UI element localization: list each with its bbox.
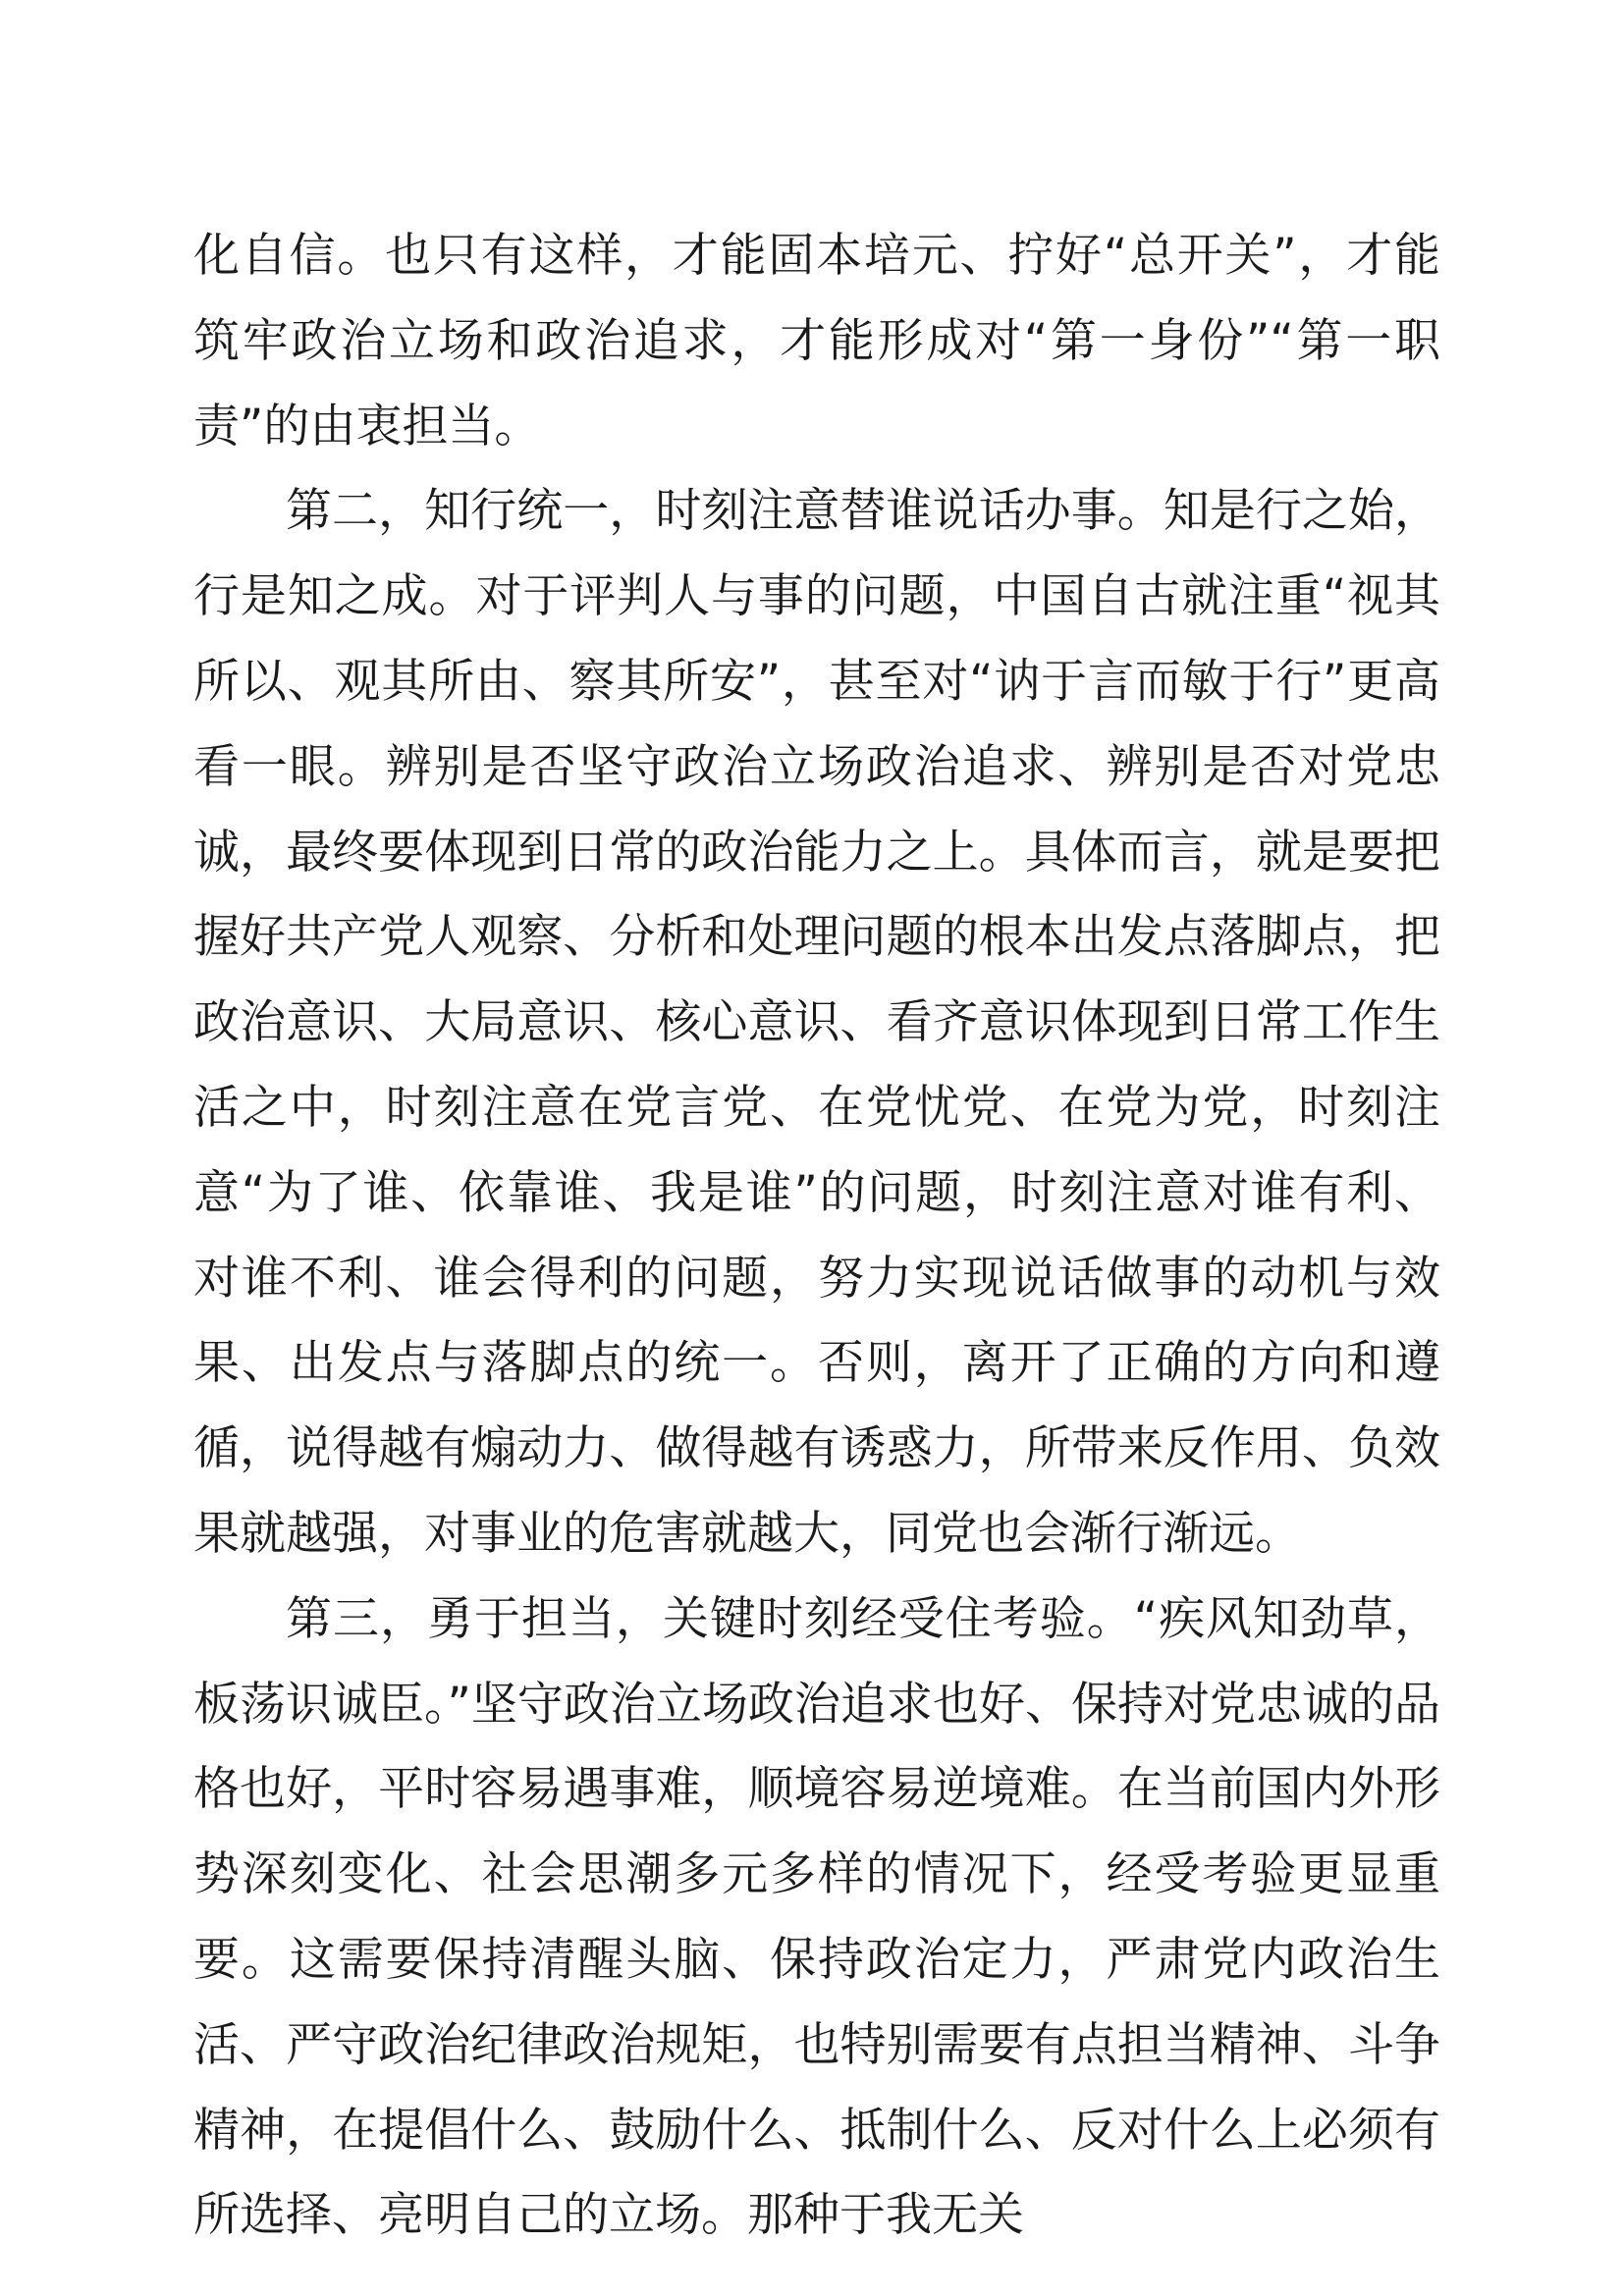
- paragraph-third-point: 第三，勇于担当，关键时刻经受住考验。“疾风知劲草，板荡识诚臣。”坚守政治立场政治追求也好、保持对党忠诚的品格也好，平时容易遇事难，顺境容易逆境难。在当前国内外形势深刻变化、社会思潮多元多样的情况下，经受考验更显重要。这需要保持清醒头脑、保持政治定力，严肃党内政治生活、严守政治纪律政治规矩，也特别需要有点担当精神、斗争精神，在提倡什么、鼓励什么、抵制什么、反对什么上必须有所选择、亮明自己的立场。那种于我无关: [193, 1591, 1440, 2243]
- paragraph-second-point: 第二，知行统一，时刻注意替谁说话办事。知是行之始，行是知之成。对于评判人与事的问题，中国自古就注重“视其所以、观其所由、察其所安”，甚至对“讷于言而敏于行”更高看一眼。辨别是否坚守政治立场政治追求、辨别是否对党忠诚，最终要体现到日常的政治能力之上。具体而言，就是要把握好共产党人观察、分析和处理问题的根本出发点落脚点，把政治意识、大局意识、核心意识、看齐意识体现到日常工作生活之中，时刻注意在党言党、在党忧党、在党为党，时刻注意“为了谁、依靠谁、我是谁”的问题，时刻注意对谁有利、对谁不利、谁会得利的问题，努力实现说话做事的动机与效果、出发点与落脚点的统一。否则，离开了正确的方向和遵循，说得越有煽动力、做得越有诱惑力，所带来反作用、负效果就越强，对事业的危害就越大，同党也会渐行渐远。: [193, 484, 1440, 1561]
- paragraph-continuation: 化自信。也只有这样，才能固本培元、拧好“总开关”，才能筑牢政治立场和政治追求，才能形成对“第一身份”“第一职责”的由衷担当。: [193, 229, 1440, 454]
- body-text: [193, 214, 1440, 2259]
